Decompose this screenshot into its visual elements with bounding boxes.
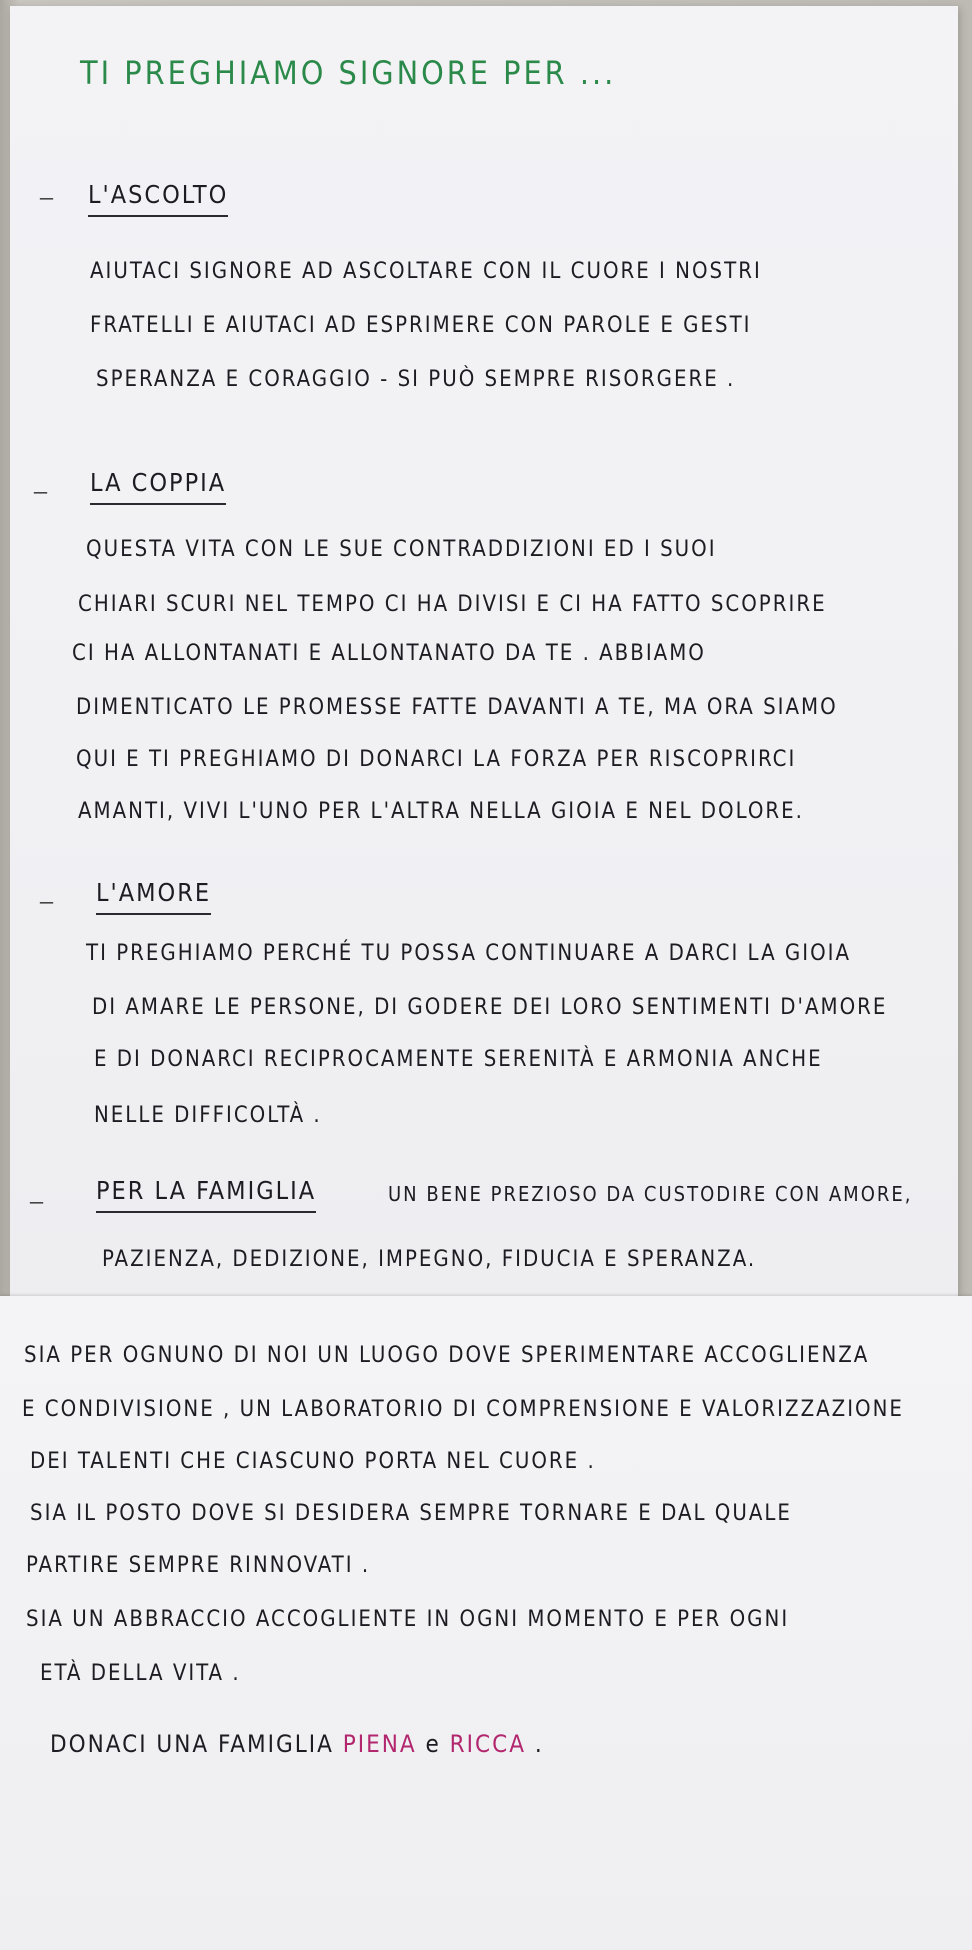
text-line: ETÀ DELLA VITA .	[40, 1661, 241, 1686]
text-line: E CONDIVISIONE , UN LABORATORIO DI COMPRENSIONE E VALORIZZAZIONE	[22, 1397, 904, 1422]
final-line	[50, 1730, 544, 1758]
final-end: .	[534, 1730, 544, 1758]
text-line: PARTIRE SEMPRE RINNOVATI .	[26, 1553, 371, 1578]
text-line: DI AMARE LE PERSONE, DI GODERE DEI LORO SENTIMENTI D'AMORE	[92, 995, 888, 1020]
text-line: SIA UN ABBRACCIO ACCOGLIENTE IN OGNI MOMENTO E PER OGNI	[26, 1607, 790, 1632]
text-line: TI PREGHIAMO PERCHÉ TU POSSA CONTINUARE A DARCI LA GIOIA	[86, 941, 852, 966]
section-heading-ascolto: L'ASCOLTO	[88, 180, 228, 217]
text-line: AMANTI, VIVI L'UNO PER L'ALTRA NELLA GIOIA E NEL DOLORE.	[78, 799, 804, 824]
text-line: CI HA ALLONTANATI E ALLONTANATO DA TE . ABBIAMO	[72, 641, 706, 666]
page-title: TI PREGHIAMO SIGNORE PER ...	[80, 54, 617, 92]
section-heading-coppia: LA COPPIA	[90, 468, 226, 505]
text-line: CHIARI SCURI NEL TEMPO CI HA DIVISI E CI HA FATTO SCOPRIRE	[78, 592, 827, 617]
final-prefix: DONACI UNA FAMIGLIA	[50, 1730, 334, 1758]
text-line: DIMENTICATO LE PROMESSE FATTE DAVANTI A TE, MA ORA SIAMO	[76, 695, 838, 720]
text-line: PAZIENZA, DEDIZIONE, IMPEGNO, FIDUCIA E SPERANZA.	[102, 1247, 757, 1272]
text-line: NELLE DIFFICOLTÀ .	[94, 1103, 322, 1128]
text-line: DEI TALENTI CHE CIASCUNO PORTA NEL CUORE .	[30, 1449, 596, 1474]
text-line: UN BENE PREZIOSO DA CUSTODIRE CON AMORE,	[388, 1182, 913, 1206]
text-line: SPERANZA E CORAGGIO - SI PUÒ SEMPRE RISORGERE .	[96, 367, 736, 392]
handwritten-sheet-top	[10, 6, 958, 1296]
text-line: SIA PER OGNUNO DI NOI UN LUOGO DOVE SPERIMENTARE ACCOGLIENZA	[24, 1343, 870, 1368]
bullet-dash: –	[30, 1186, 43, 1215]
text-line: QUI E TI PREGHIAMO DI DONARCI LA FORZA PER RISCOPRIRCI	[76, 747, 797, 772]
bullet-dash: –	[34, 476, 47, 505]
final-word-piena: PIENA	[342, 1730, 417, 1758]
text-line: SIA IL POSTO DOVE SI DESIDERA SEMPRE TORNARE E DAL QUALE	[30, 1501, 792, 1526]
section-heading-amore: L'AMORE	[96, 878, 211, 915]
bullet-dash: –	[40, 886, 53, 915]
text-line: QUESTA VITA CON LE SUE CONTRADDIZIONI ED I SUOI	[86, 537, 717, 562]
text-line: E DI DONARCI RECIPROCAMENTE SERENITÀ E ARMONIA ANCHE	[94, 1047, 823, 1072]
section-heading-famiglia: PER LA FAMIGLIA	[96, 1176, 316, 1213]
bullet-dash: –	[40, 182, 53, 211]
final-word-ricca: RICCA	[449, 1730, 526, 1758]
text-line: AIUTACI SIGNORE AD ASCOLTARE CON IL CUORE I NOSTRI	[90, 259, 762, 284]
final-join: e	[425, 1730, 441, 1758]
text-line: FRATELLI E AIUTACI AD ESPRIMERE CON PAROLE E GESTI	[90, 313, 752, 338]
handwritten-sheet-bottom	[0, 1296, 972, 1950]
